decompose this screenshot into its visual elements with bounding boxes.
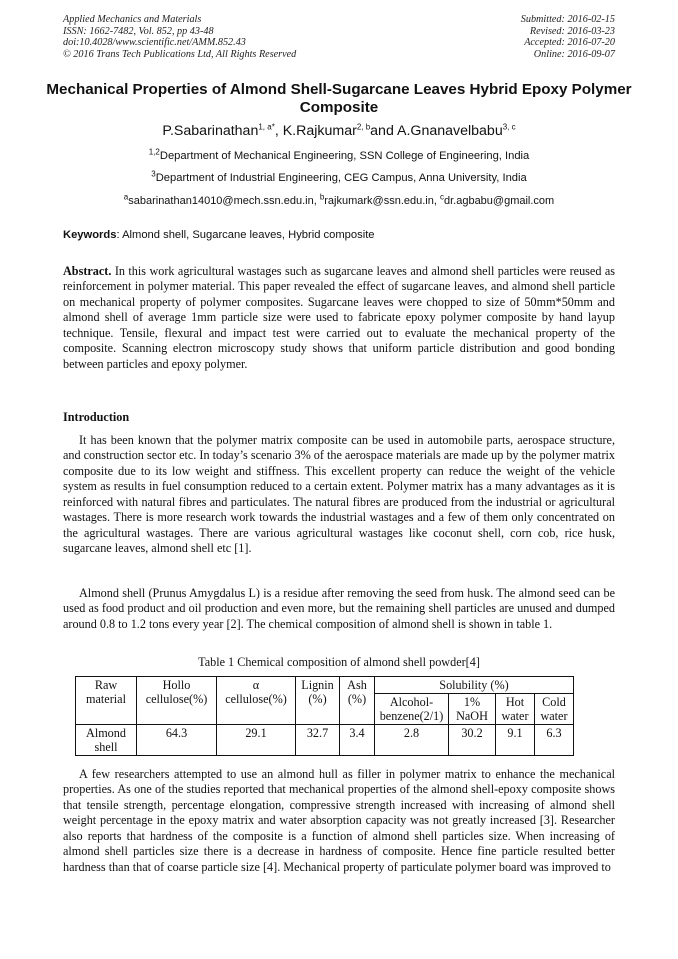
date-online: Online: 2016-09-07	[533, 48, 615, 60]
journal-doi: doi:10.4028/www.scientific.net/AMM.852.43	[63, 37, 246, 49]
header-lignin: Lignin (%)	[296, 677, 340, 725]
email-marker: b	[319, 192, 325, 202]
date-accepted: Accepted: 2016-07-20	[524, 37, 615, 49]
cell-alcohol-benzene: 2.8	[375, 725, 449, 756]
author-marker: 2, b	[356, 122, 371, 132]
keywords	[63, 229, 375, 241]
abstract-label: Abstract.	[63, 264, 112, 278]
affiliation-text: Department of Industrial Engineering, CEG Campus, Anna University, India	[155, 172, 527, 184]
section-heading-introduction: Introduction	[63, 410, 130, 424]
journal-name: Applied Mechanics and Materials	[63, 14, 202, 25]
keywords-label: Keywords	[63, 229, 117, 241]
abstract	[63, 264, 615, 372]
email-link[interactable]: rajkumark@ssn.edu.in,	[324, 195, 440, 207]
header-hot-water: Hot water	[496, 694, 535, 725]
cell-ash: 3.4	[340, 725, 375, 756]
cell-hot-water: 9.1	[496, 725, 535, 756]
date-revised: Revised: 2016-03-23	[529, 25, 615, 37]
keywords-text: : Almond shell, Sugarcane leaves, Hybrid composite	[116, 229, 375, 241]
abstract-text: In this work agricultural wastages such as sugarcane leaves and almond shell particles were reused as reinforcement in polymer material. This paper revealed the effect of sugarcane leaves, and almond shell particle on mechanical property of polymer composites. Sugarcane leaves were chopped to size of 50mm*50mm and almond shell of average 1mm particle size were used to fabricate epoxy polymer composite by hand layup technique. Tensile, flexural and impact test were carried out to evaluate the mechanical property of the composite. Scanning electron microscopy study shows that uniform particle distribution and good bonding between particles and epoxy polymer.	[63, 264, 615, 371]
author-emails	[0, 192, 678, 207]
email-link[interactable]: sabarinathan14010@mech.ssn.edu.in,	[128, 195, 320, 207]
journal-issn: ISSN: 1662-7482, Vol. 852, pp 43-48	[63, 25, 214, 37]
affiliation-text: Department of Mechanical Engineering, SSN College of Engineering, India	[159, 150, 530, 162]
header-cold-water: Cold water	[535, 694, 574, 725]
header-raw-material: Raw material	[76, 677, 137, 725]
affiliation-2	[0, 169, 678, 184]
email-marker: c	[439, 192, 444, 202]
date-submitted: Submitted: 2016-02-15	[520, 14, 615, 25]
author-list	[0, 123, 678, 139]
author-separator: ,	[274, 123, 283, 139]
affiliation-1	[0, 147, 678, 162]
author-marker: 3, c	[502, 122, 516, 132]
header-solubility: Solubility (%)	[375, 677, 574, 694]
email-marker: a	[123, 192, 129, 202]
cell-hollo-cellulose: 64.3	[137, 725, 217, 756]
author-name: P.Sabarinathan	[162, 123, 259, 139]
cell-raw-material: Almond shell	[76, 725, 137, 756]
header-alcohol-benzene: Alcohol- benzene(2/1)	[375, 694, 449, 725]
email-link[interactable]: dr.agbabu@gmail.com	[443, 195, 555, 207]
header-hollo-cellulose: Hollo cellulose(%)	[137, 677, 217, 725]
table-header-row	[76, 677, 574, 694]
author-name: K.Rajkumar	[282, 123, 357, 139]
cell-naoh: 30.2	[449, 725, 496, 756]
header-naoh: 1% NaOH	[449, 694, 496, 725]
cell-lignin: 32.7	[296, 725, 340, 756]
intro-paragraph-2: Almond shell (Prunus Amygdalus L) is a residue after removing the seed from husk. The almond seed can be used as food product and oil production and even more, but the remaining shell particles are unused and dumped around 0.8 to 1.2 tons every year [2]. The chemical composition of almond shell is shown in table 1.	[63, 586, 615, 631]
intro-paragraph-1: It has been known that the polymer matrix composite can be used in automobile parts, aerospace structure, and construction sector etc. In today’s scenario 3% of the aerospace materials are made up by the polymer matrix composite due to its low weight and stiffness. This excellent property can reduce the weight of the vehicle system as results in fuel consumption reduced to a certain extent. Polymer matrix has a many advantages as it is reinforced with natural fibres and particulates. The natural fibres are produced from the industrial or agricultural wastages. There is more research work towards the industrial wastages and a few of them only concentrated on the agricultural wastages. There are various agricultural wastages like coconut shell, corn cob, rice husk, sugarcane leaves, almond shell etc [1].	[63, 433, 615, 556]
chemical-composition-table	[75, 676, 574, 756]
intro-paragraph-3: A few researchers attempted to use an almond hull as filler in polymer matrix to enhance the mechanical properties. As one of the studies reported that mechanical properties of the almond shell-epoxy composite shows that tensile strength, percentage elongation, compressive strength increased with increasing of almond shell weight percentage in the epoxy matrix and water absorption capacity was not greatly increased [3]. Researcher also reports that hardness of the composite is a function of almond shell particles size. When increasing of almond shell particles size there is a decrease in hardness of composite. Hence fine particle resulted better hardness than that of coarse particle size [4]. Mechanical property of particulate polymer board was improved to	[63, 767, 615, 874]
journal-info	[63, 14, 296, 60]
author-name: A.Gnanavelbabu	[397, 123, 503, 139]
author-separator: and	[370, 123, 398, 139]
affiliation-marker: 1,2	[148, 147, 160, 157]
table-caption: Table 1 Chemical composition of almond shell powder[4]	[198, 655, 480, 669]
cell-alpha-cellulose: 29.1	[217, 725, 296, 756]
header-ash: Ash (%)	[340, 677, 375, 725]
paper-title: Mechanical Properties of Almond Shell-Sugarcane Leaves Hybrid Epoxy Polymer Composite	[46, 81, 632, 116]
author-marker: 1, a*	[258, 122, 275, 132]
journal-copyright: © 2016 Trans Tech Publications Ltd, All Rights Reserved	[63, 48, 297, 60]
publication-dates	[521, 14, 615, 60]
table-row	[76, 725, 574, 756]
affiliation-marker: 3	[151, 169, 156, 179]
header-alpha-cellulose: α cellulose(%)	[217, 677, 296, 725]
cell-cold-water: 6.3	[535, 725, 574, 756]
